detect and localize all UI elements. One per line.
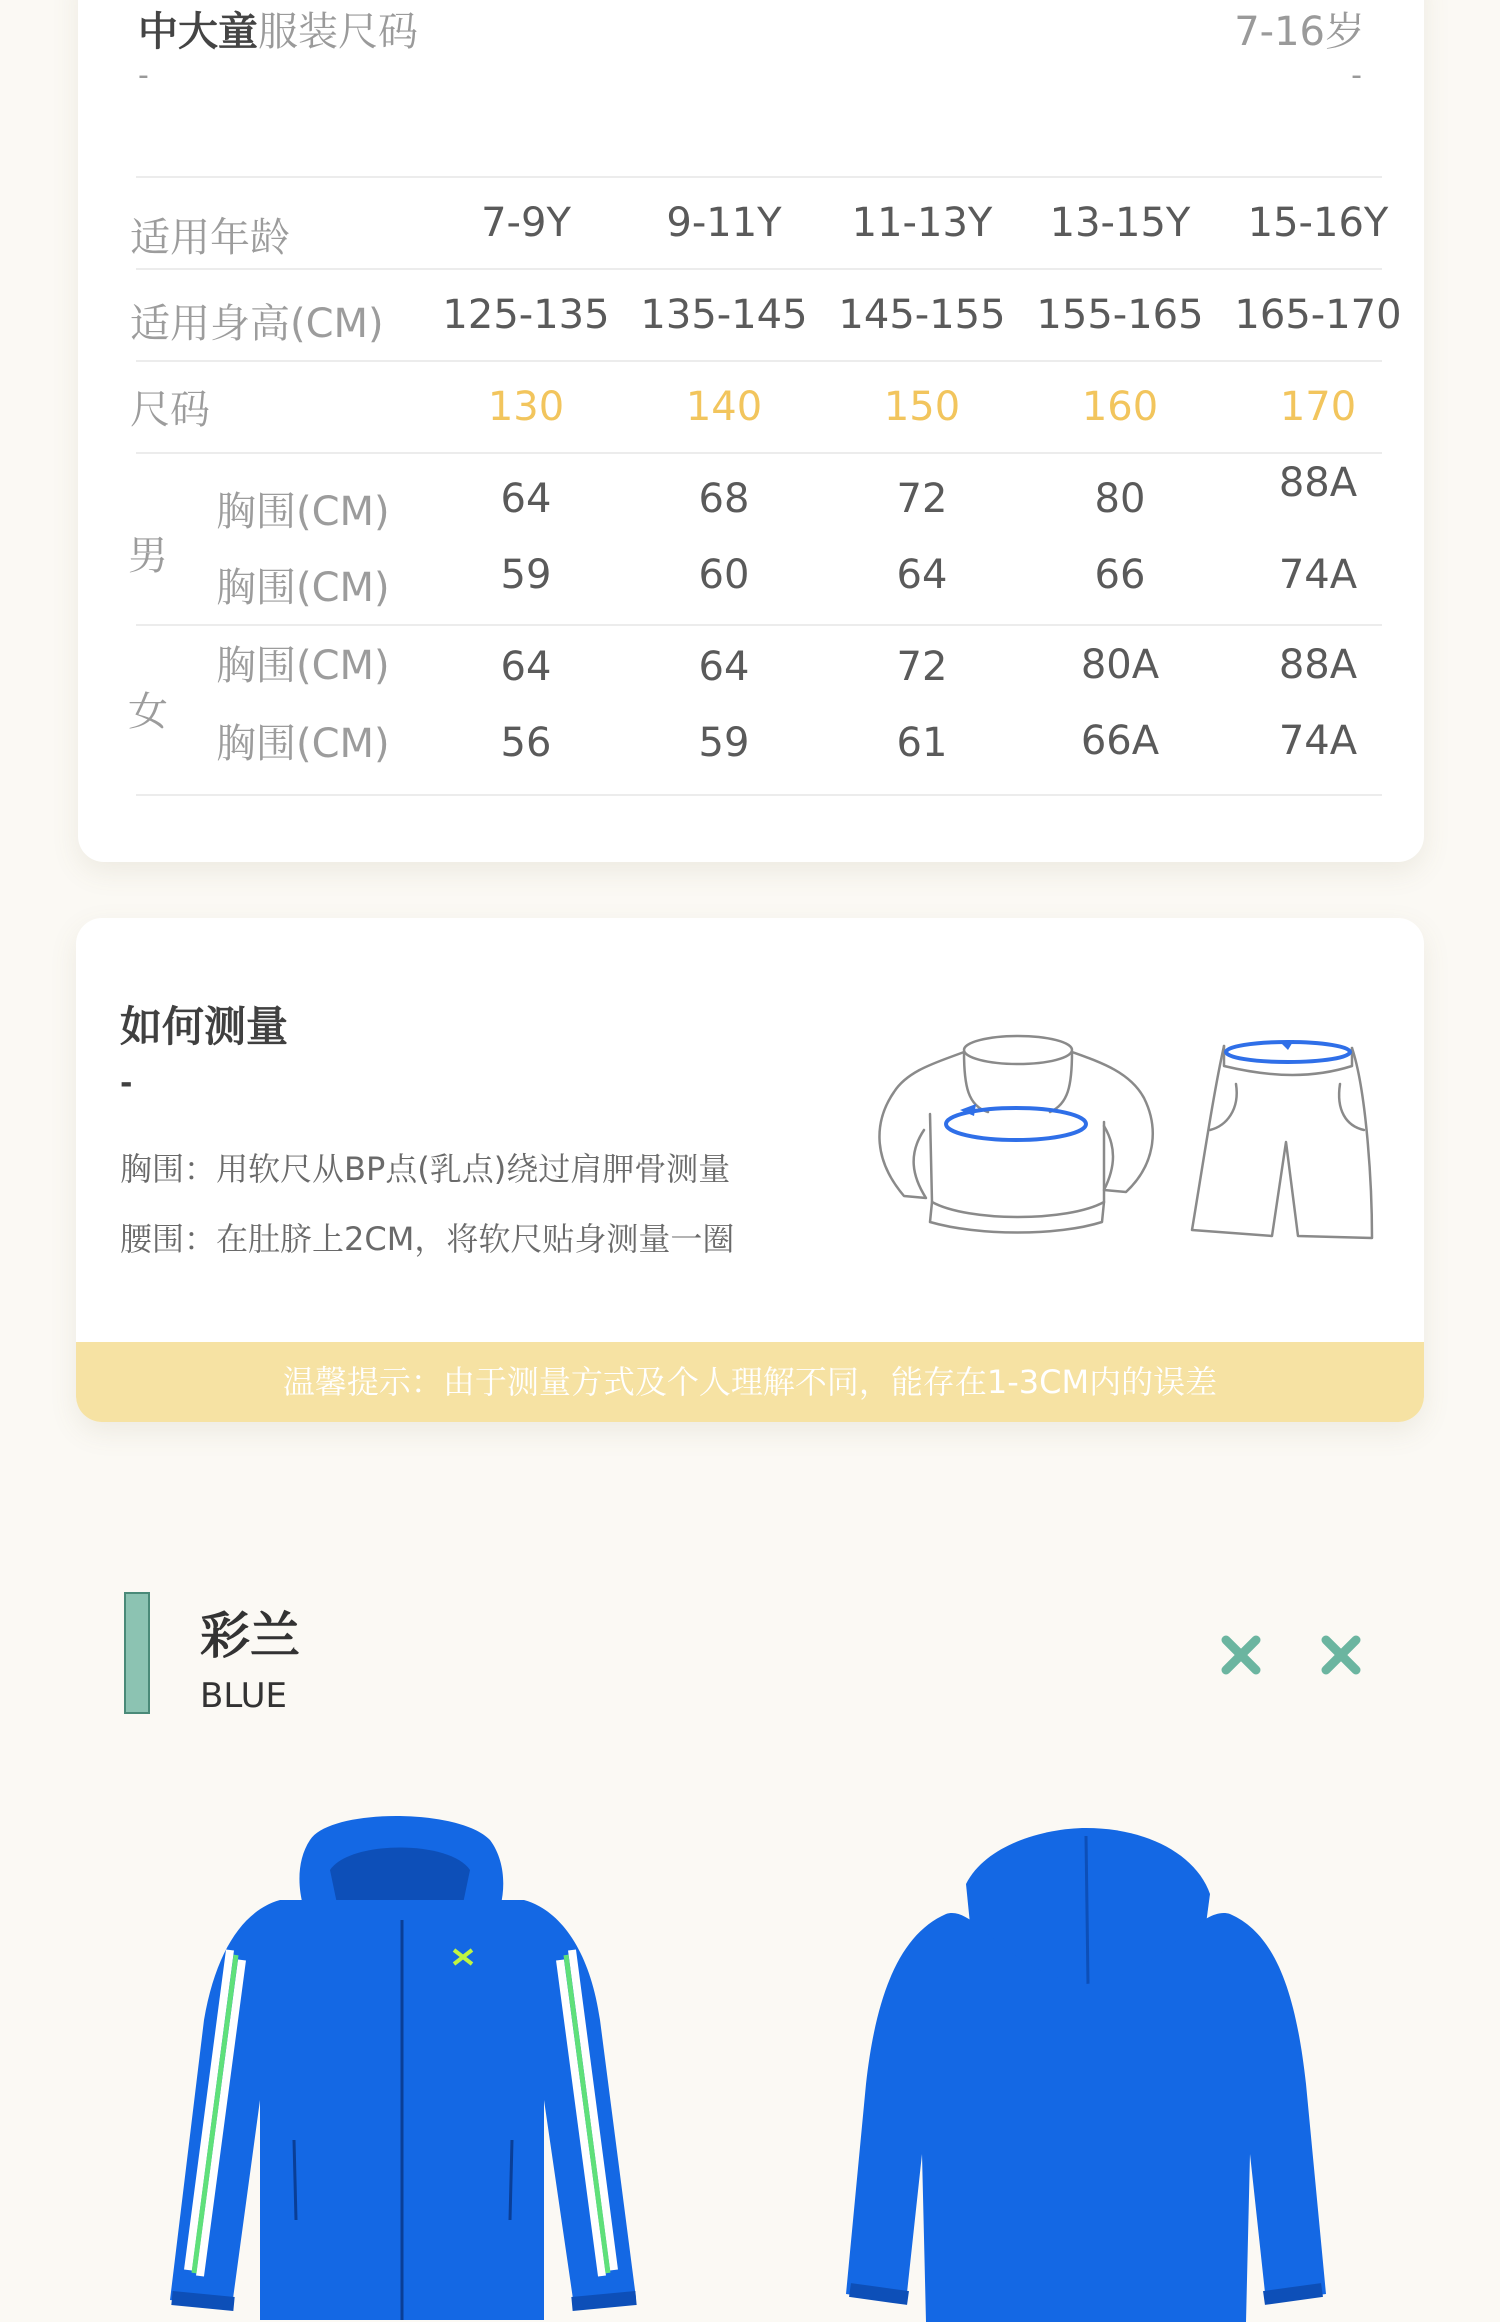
height-cell: 135-145 — [640, 292, 808, 338]
male-row1-cell: 88A — [1278, 460, 1358, 506]
table-divider — [136, 452, 1382, 454]
size-row-label: 尺码 — [130, 387, 210, 433]
age-cell: 15-16Y — [1247, 200, 1389, 246]
female-row1-cell: 64 — [500, 644, 552, 690]
color-accent-bar — [124, 1592, 150, 1714]
waist-instruction: 腰围：在肚脐上2CM，将软尺贴身测量一圈 — [120, 1220, 735, 1258]
header-dash-right: - — [1351, 58, 1362, 93]
header-dash-left: - — [138, 58, 149, 93]
hoodie-front-image — [160, 1800, 650, 2322]
female-row2-label: 胸围(CM) — [216, 721, 390, 767]
shorts-measure-diagram — [1184, 1030, 1384, 1250]
male-row2-cell: 60 — [698, 552, 750, 598]
male-row1-cell: 72 — [896, 476, 948, 522]
age-cell: 9-11Y — [666, 200, 782, 246]
hoodie-back-image — [826, 1824, 1336, 2322]
male-row1-cell: 64 — [500, 476, 552, 522]
table-divider — [136, 176, 1382, 178]
table-divider — [136, 624, 1382, 626]
male-row1-label: 胸围(CM) — [216, 489, 390, 535]
female-row2-cell: 59 — [698, 720, 750, 766]
size-cell: 130 — [487, 384, 565, 430]
size-cell: 140 — [685, 384, 763, 430]
age-range: 7-16岁 — [1234, 9, 1365, 55]
shirt-measure-diagram — [868, 1026, 1168, 1256]
height-row-label: 适用身高(CM) — [130, 301, 384, 347]
female-row1-cell: 80A — [1080, 642, 1160, 688]
female-row2-cell: 74A — [1278, 718, 1358, 764]
table-divider — [136, 268, 1382, 270]
male-row1-cell: 68 — [698, 476, 750, 522]
male-row2-cell: 64 — [896, 552, 948, 598]
age-cell: 11-13Y — [851, 200, 993, 246]
x-mark-icon — [1218, 1632, 1264, 1678]
age-row-label: 适用年龄 — [130, 215, 290, 261]
female-label: 女 — [128, 689, 168, 735]
measure-title: 如何测量 — [120, 1002, 289, 1051]
measurement-tip-banner: 温馨提示：由于测量方式及个人理解不同，能存在1-3CM内的误差 — [76, 1342, 1424, 1422]
color-name-en: BLUE — [200, 1676, 287, 1716]
table-divider — [136, 360, 1382, 362]
height-cell: 165-170 — [1234, 292, 1402, 338]
female-row2-cell: 56 — [500, 720, 552, 766]
female-row2-cell: 66A — [1080, 718, 1160, 764]
color-name-cn: 彩兰 — [200, 1607, 300, 1665]
female-row1-cell: 72 — [896, 644, 948, 690]
male-row2-cell: 74A — [1278, 552, 1358, 598]
age-cell: 13-15Y — [1049, 200, 1191, 246]
female-row1-label: 胸围(CM) — [216, 643, 390, 689]
age-cell: 7-9Y — [481, 200, 571, 246]
male-row1-cell: 80 — [1094, 476, 1146, 522]
female-row1-cell: 88A — [1278, 642, 1358, 688]
table-divider — [136, 794, 1382, 796]
height-cell: 155-165 — [1036, 292, 1204, 338]
height-cell: 125-135 — [442, 292, 610, 338]
female-row2-cell: 61 — [896, 720, 948, 766]
male-label: 男 — [128, 533, 168, 579]
chest-instruction: 胸围：用软尺从BP点(乳点)绕过肩胛骨测量 — [120, 1150, 731, 1188]
measure-dash: - — [120, 1066, 133, 1101]
height-cell: 145-155 — [838, 292, 1006, 338]
size-cell: 150 — [883, 384, 961, 430]
female-row1-cell: 64 — [698, 644, 750, 690]
male-row2-cell: 59 — [500, 552, 552, 598]
size-cell: 170 — [1279, 384, 1357, 430]
size-cell: 160 — [1081, 384, 1159, 430]
x-mark-icon — [1318, 1632, 1364, 1678]
male-row2-label: 胸围(CM) — [216, 565, 390, 611]
size-chart-title: 中大童服装尺码 — [138, 9, 418, 55]
male-row2-cell: 66 — [1094, 552, 1146, 598]
